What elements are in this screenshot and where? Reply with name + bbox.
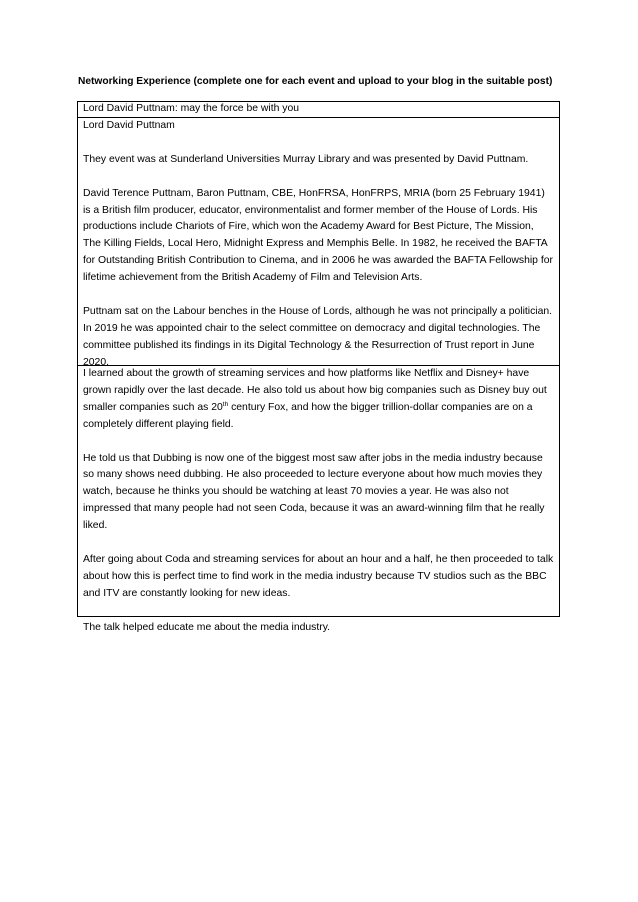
venue-paragraph: They event was at Sunderland Universities Murray Library and was presented by David Puttnam.	[83, 153, 529, 165]
streaming-text-start: I learned about the growth of streaming services and how platforms like Netflix and Disney+ have grown rapidly over the last decade. He also told us about how big companies such as Disney buy out smaller companies such as 20	[83, 368, 547, 413]
event-info-row	[78, 118, 559, 366]
learned-row	[78, 366, 559, 633]
conclusion-paragraph: The talk helped educate me about the media industry.	[83, 621, 331, 633]
politics-paragraph: Puttnam sat on the Labour benches in the House of Lords, although he was not principally a politician. In 2019 he was appointed chair to the select committee on democracy and digital technologies. The committee published its findings in its Digital Technology & the Resurrection of Trust report in June 2020.	[83, 305, 553, 368]
event-title: Lord David Puttnam: may the force be with you	[83, 103, 300, 114]
streaming-text-end: century Fox, and how the bigger trillion-dollar companies are on a completely different playing field.	[83, 401, 533, 430]
page-heading: Networking Experience (complete one for each event and upload to your blog in the suitable post)	[78, 76, 553, 87]
speaker-name: Lord David Puttnam	[83, 120, 175, 131]
streaming-paragraph	[83, 366, 554, 434]
biography-paragraph: David Terence Puttnam, Baron Puttnam, CBE, HonFRSA, HonFRPS, MRIA (born 25 February 1941) is a British film producer, educator, environmentalist and former member of the House of Lords. His productions include Chariots of Fire, which won the Academy Award for Best Picture, The Mission, The Killing Fields, Local Hero, Midnight Express and Memphis Belle. In 1982, he received the BAFTA for Outstanding British Contribution to Cinema, and in 2006 he was awarded the BAFTA Fellowship for lifetime achievement from the British Academy of Film and Television Arts.	[83, 187, 553, 284]
networking-table	[77, 101, 560, 633]
dubbing-paragraph: He told us that Dubbing is now one of the biggest most saw after jobs in the media industry because so many shows need dubbing. He also proceeded to lecture everyone about how much movies they watch, because he thinks you should be watching at least 70 movies a year. He was also not impressed that many people had not seen Coda, because it was an award-winning film that he really liked.	[83, 452, 545, 532]
opportunities-paragraph: After going about Coda and streaming services for about an hour and a half, he then proceeded to talk about how this is perfect time to find work in the media industry because TV studios such as the BBC and ITV are constantly looking for new ideas.	[83, 553, 554, 599]
ordinal-suffix: th	[222, 400, 229, 408]
event-title-row	[78, 102, 559, 118]
